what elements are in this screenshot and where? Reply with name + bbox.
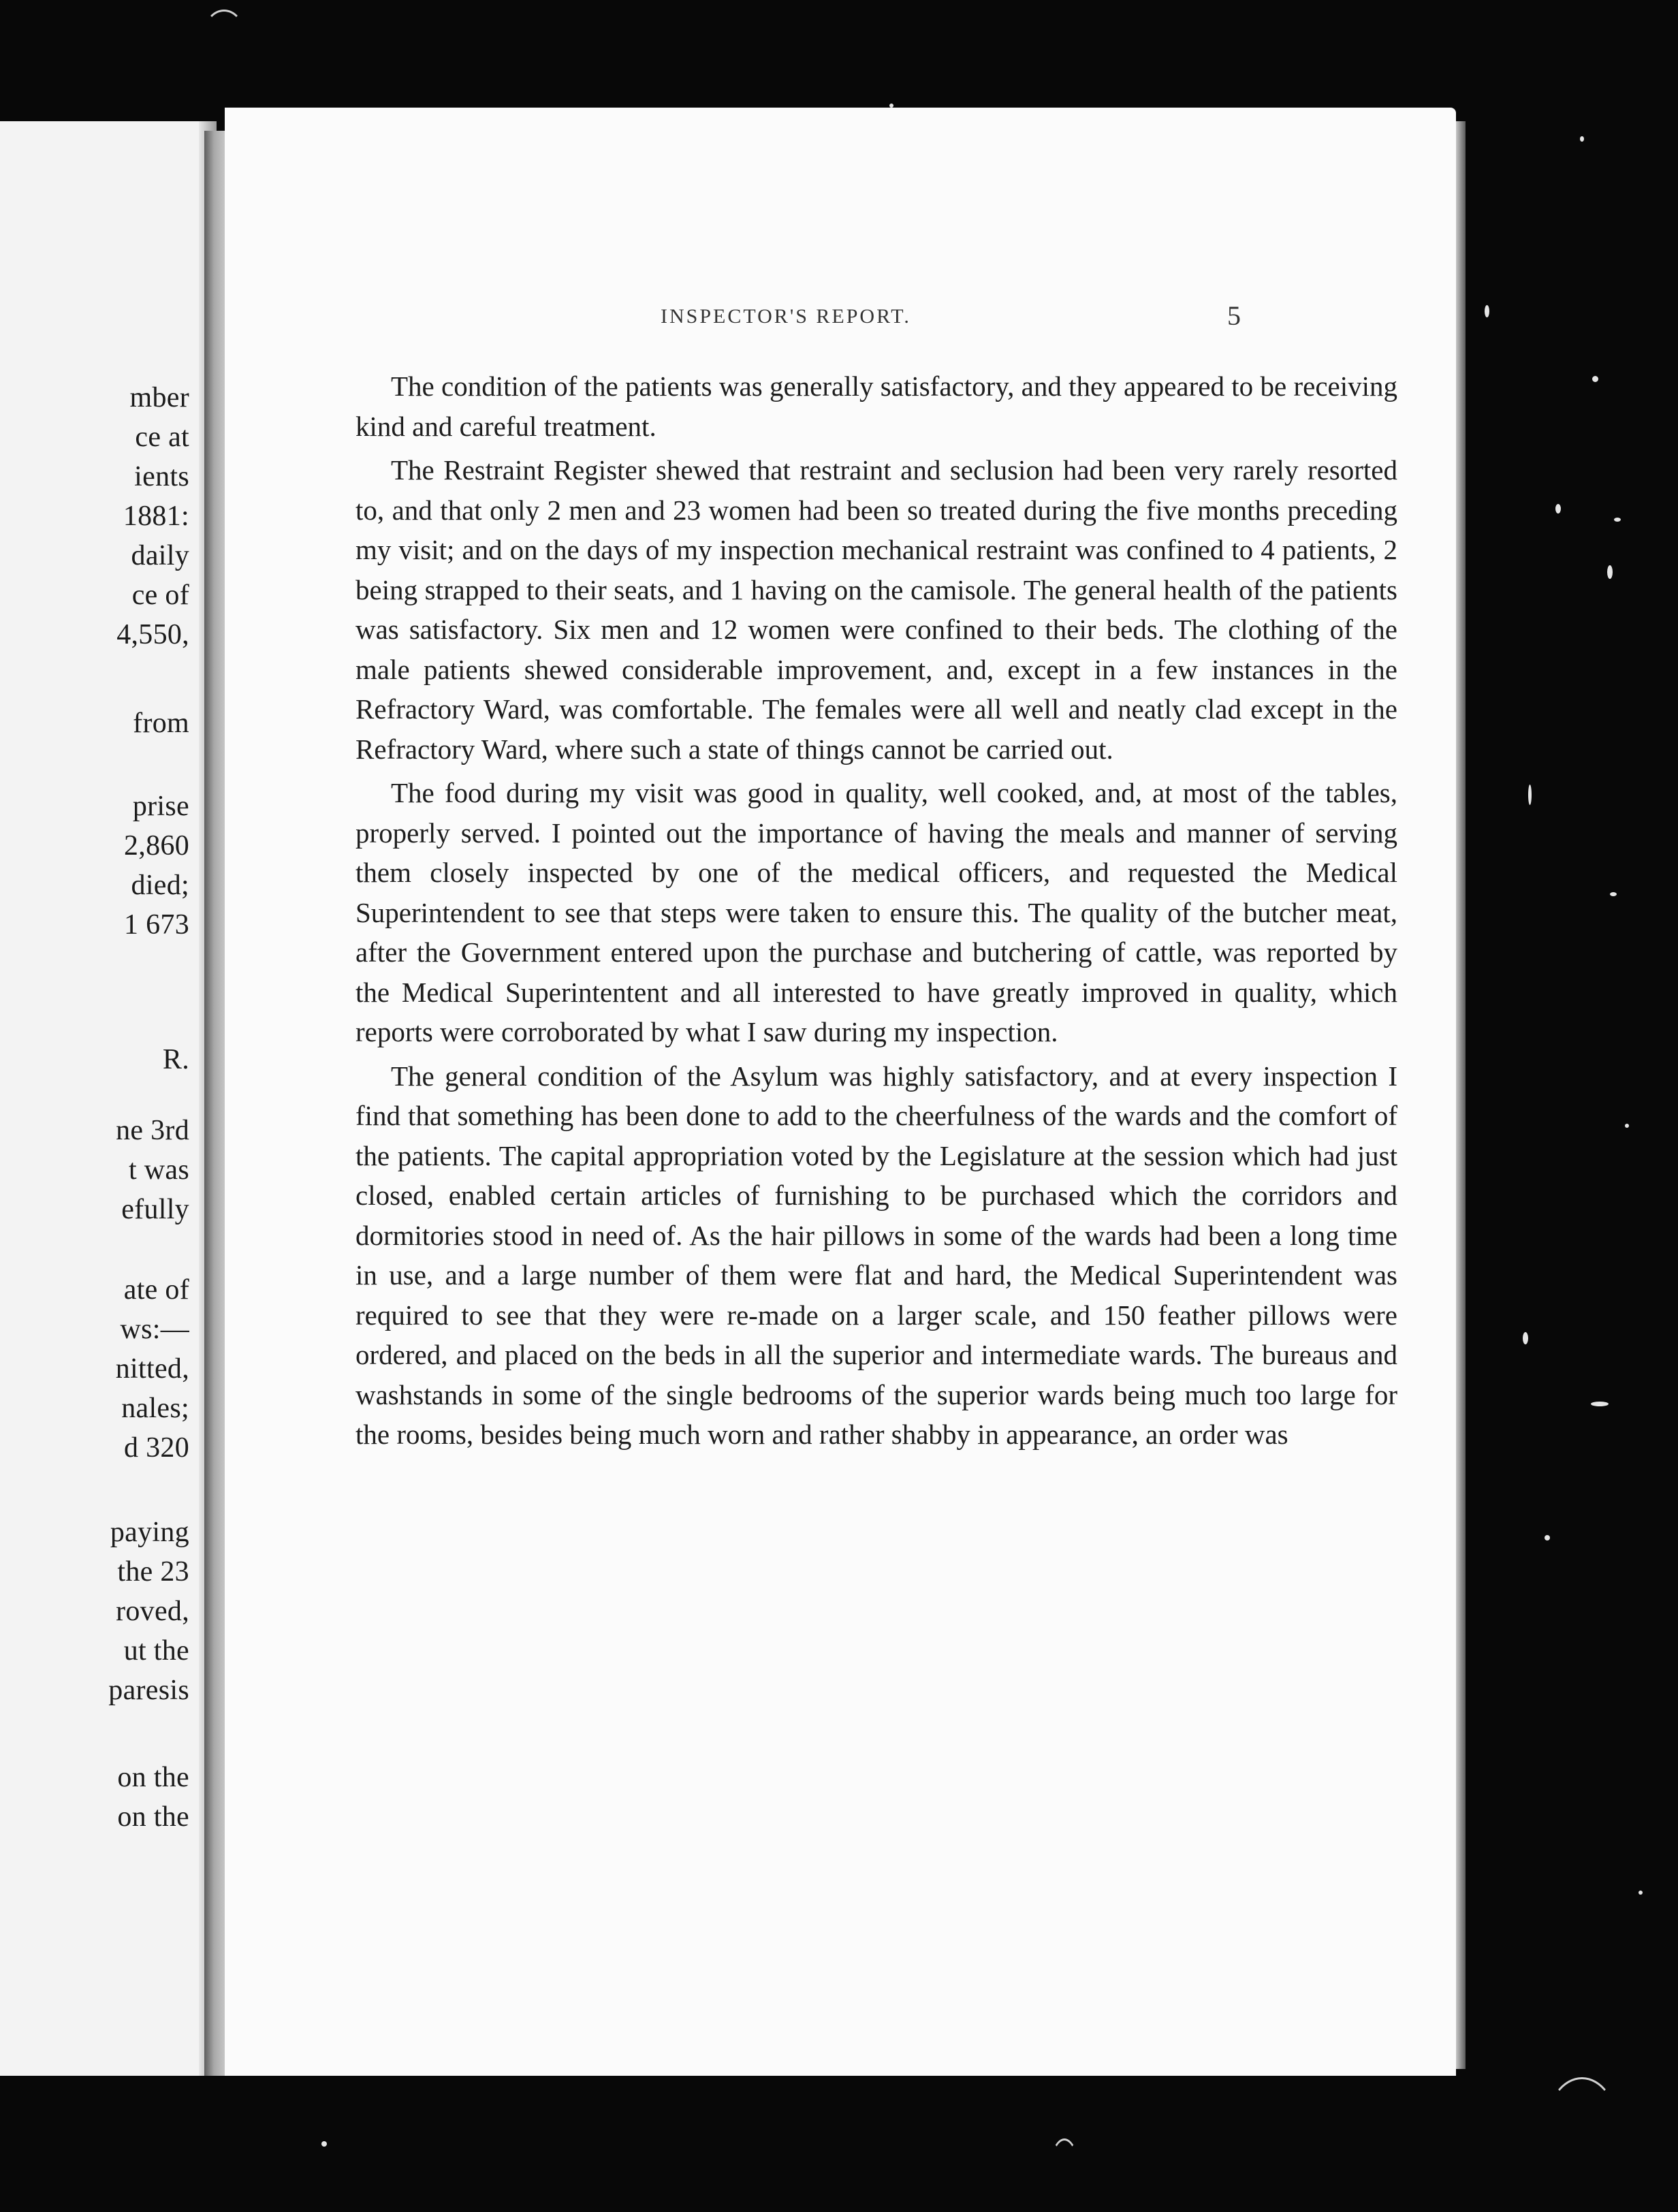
left-page-line-fragment: 2,860 xyxy=(124,830,189,862)
left-page-line-fragment: t was xyxy=(129,1154,189,1186)
left-page-line-fragment: ate of xyxy=(123,1274,189,1306)
page-number: 5 xyxy=(1227,300,1241,331)
left-page-line-fragment: on the xyxy=(117,1801,189,1833)
left-page-line-fragment: died; xyxy=(131,870,189,901)
scan-mark xyxy=(1546,2077,1618,2177)
left-page-line-fragment: d 320 xyxy=(124,1432,189,1464)
paragraph-asylum-condition: The general condition of the Asylum was highly satisfactory, and at every inspection I find that something has been done to add to the cheerfulness of the wards and the comfort of the patients. The capital appropriation voted by the Legislature at the session which had just closed, enabled certain articles of furnishing to be purchased which the corridors and dormitories stood in need of. As the hair pillows in some of the wards had been a long time in use, and a large number of them were flat and hard, the Medical Superintendent was required to see that they were re-made on a larger scale, and 150 feather pillows were ordered, and placed on the beds in all the superior and intermediate wards. The bureaus and washstands in some of the single bedrooms of the superior wards being much too large for the rooms, besides being much worn and rather shabby in appearance, an order was xyxy=(355,1060,1397,1450)
left-page-line-fragment: ients xyxy=(134,461,189,492)
scan-speck xyxy=(1545,1535,1550,1540)
scan-speck xyxy=(1610,892,1617,896)
left-page-line-fragment: mber xyxy=(129,382,189,413)
left-page-line-fragment: daily xyxy=(131,540,189,571)
left-page-line-fragment: ws:— xyxy=(120,1314,189,1345)
left-page-line-fragment: prise xyxy=(132,791,189,822)
scan-speck xyxy=(889,104,893,108)
left-page-line-fragment: nales; xyxy=(121,1393,189,1424)
scan-speck xyxy=(1591,1402,1609,1406)
scan-mark xyxy=(204,10,244,54)
right-page xyxy=(225,108,1456,2076)
left-page-line-fragment: R. xyxy=(162,1044,189,1075)
left-page-line-fragment: efully xyxy=(121,1194,189,1225)
left-page xyxy=(0,121,217,2076)
left-page-line-fragment: paying xyxy=(110,1517,189,1548)
body-text xyxy=(355,366,1397,1459)
scan-speck xyxy=(1625,1124,1629,1128)
paragraph-food: The food during my visit was good in quality, well cooked, and, at most of the tables, properly served. I pointed out the importance of having the meals and manner of serving them closely inspected by one of the medical officers, and requested the Medical Superintendent to see that steps were taken to ensure this. The quality of the butcher meat, after the Government entered upon the purchase and butchering of cattle, was reported by the Medical Superintentent and all interested to have greatly improved in quality, which reports were corroborated by what I saw during my inspection. xyxy=(355,777,1397,1047)
scan-speck xyxy=(1592,376,1598,382)
scan-mark xyxy=(1049,2138,1080,2211)
scan-speck xyxy=(1614,518,1621,522)
left-page-line-fragment: ce of xyxy=(131,580,189,611)
running-head: INSPECTOR'S REPORT. xyxy=(661,305,911,328)
left-page-line-fragment: ut the xyxy=(123,1635,189,1666)
scan-speck xyxy=(1580,136,1584,142)
left-page-line-fragment: roved, xyxy=(116,1596,189,1627)
left-page-line-fragment: 1881: xyxy=(123,501,189,532)
scan-speck xyxy=(321,2141,327,2147)
left-page-line-fragment: from xyxy=(133,708,189,739)
scan-speck xyxy=(1485,305,1489,317)
scan-speck xyxy=(1607,565,1613,579)
paragraph-restraint-register: The Restraint Register shewed that restraint and seclusion had been very rarely resorted to, and that only 2 men and 23 women had been so treated during the five months preceding my visit; and on the days of my inspection mechanical restraint was confined to 4 patients, 2 being strapped to their seats, and 1 having on the camisole. The general health of the patients was satisfactory. Six men and 12 women were confined to their beds. The clothing of the male patients shewed considerable improvement, and, except in a few instances in the Refractory Ward, was comfortable. The females were all well and neatly clad except in the Refractory Ward, where such a state of things cannot be carried out. xyxy=(355,454,1397,765)
left-page-line-fragment: 1 673 xyxy=(124,909,189,941)
left-page-line-fragment: the 23 xyxy=(117,1556,189,1587)
paragraph-patient-condition: The condition of the patients was generally satisfactory, and they appeared to be receiving kind and careful treatment. xyxy=(355,370,1397,442)
scan-speck xyxy=(1639,1891,1643,1895)
left-page-line-fragment: paresis xyxy=(108,1675,189,1706)
left-page-line-fragment: on the xyxy=(117,1762,189,1793)
scan-speck xyxy=(1555,504,1561,514)
book-spine xyxy=(204,131,226,2076)
left-page-line-fragment: 4,550, xyxy=(116,619,189,650)
left-page-line-fragment: ne 3rd xyxy=(116,1115,189,1146)
left-page-line-fragment: ce at xyxy=(135,422,189,453)
left-page-line-fragment: nitted, xyxy=(115,1353,189,1385)
scan-speck xyxy=(1523,1332,1528,1344)
scan-speck xyxy=(1528,785,1532,805)
